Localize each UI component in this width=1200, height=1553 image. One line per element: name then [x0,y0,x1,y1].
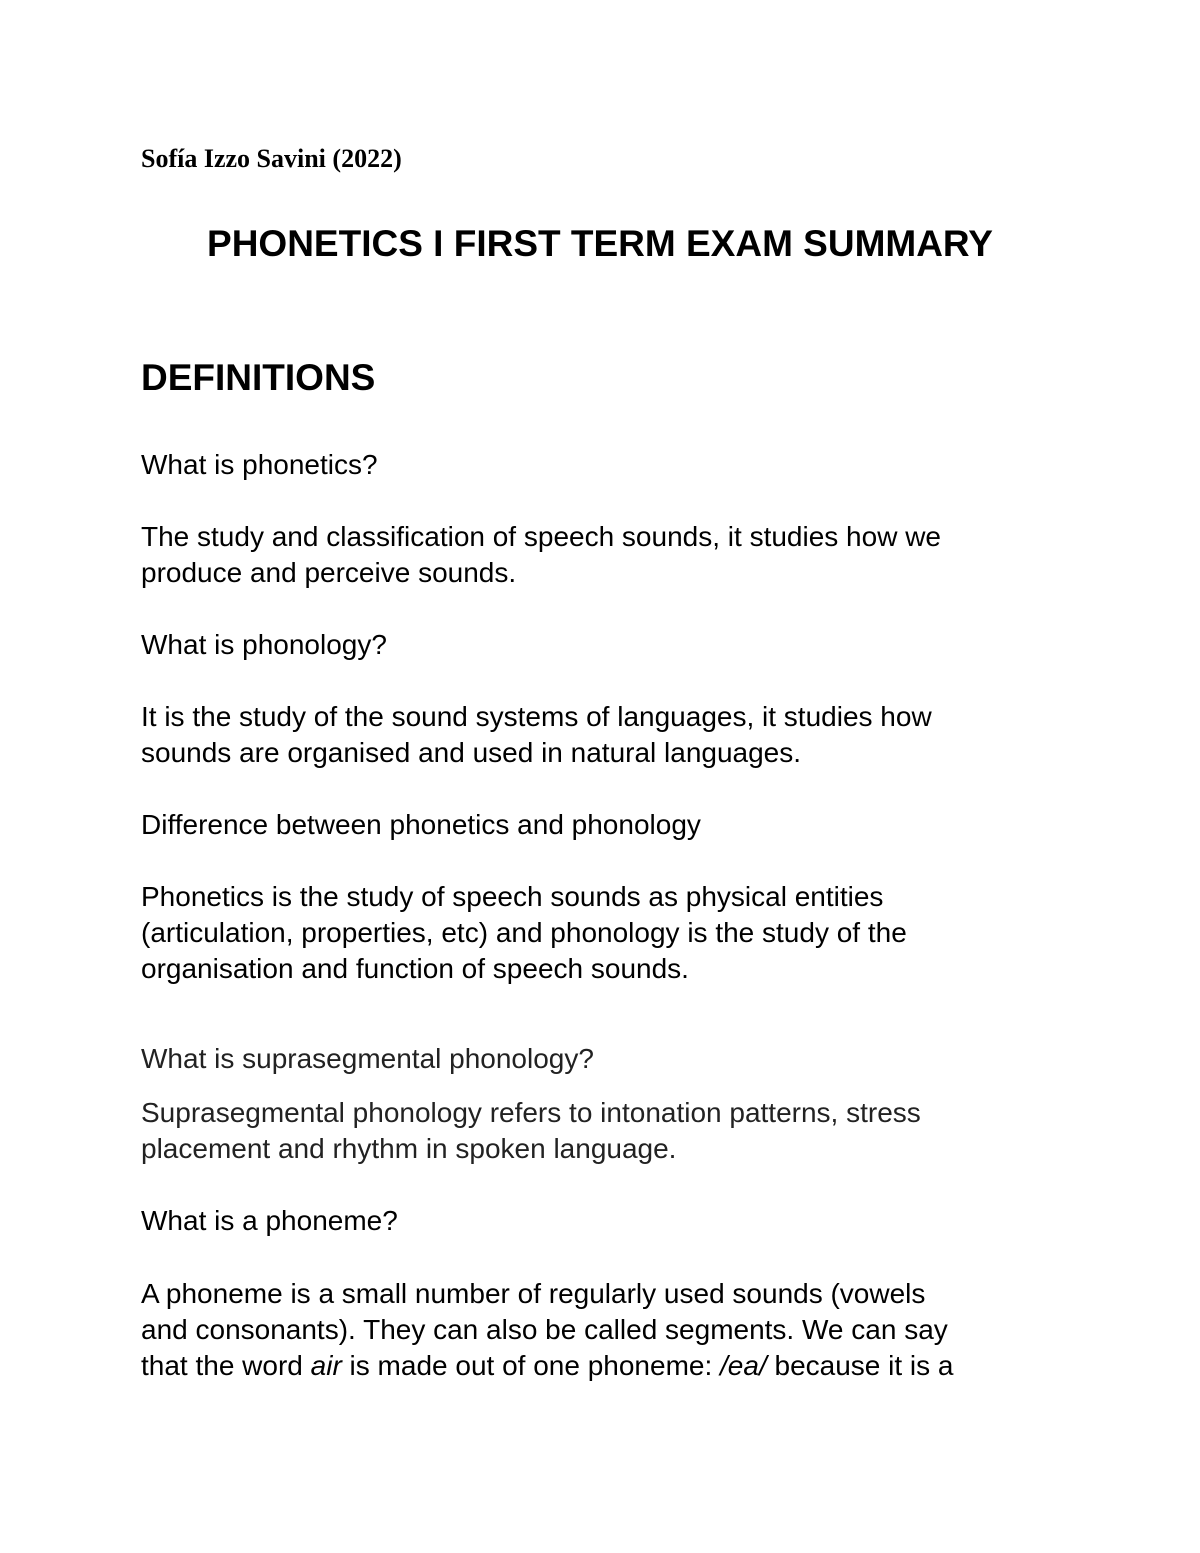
answer-line: (articulation, properties, etc) and phonology is the study of the [141,917,907,948]
answer-line: It is the study of the sound systems of languages, it studies how [141,701,932,732]
question-phonology: What is phonology? [141,629,387,660]
text-run: because it is a [766,1350,954,1381]
italic-phoneme-ea: /ea/ [720,1350,767,1381]
answer-phonetics [141,519,1101,591]
answer-line: and consonants). They can also be called segments. We can say [141,1314,948,1345]
answer-line: A phoneme is a small number of regularly used sounds (vowels [141,1278,926,1309]
answer-line [141,1348,1101,1384]
question-phoneme: What is a phoneme? [141,1205,398,1236]
italic-term-air: air [310,1350,342,1381]
answer-suprasegmental [141,1095,1101,1167]
answer-line: produce and perceive sounds. [141,557,517,588]
answer-line: placement and rhythm in spoken language. [141,1133,677,1164]
section-heading-definitions: DEFINITIONS [141,357,376,398]
answer-line: sounds are organised and used in natural languages. [141,737,802,768]
answer-phoneme [141,1276,1101,1384]
document-title: PHONETICS I FIRST TERM EXAM SUMMARY [207,223,993,264]
answer-line: Suprasegmental phonology refers to intonation patterns, stress [141,1097,921,1128]
answer-line: Phonetics is the study of speech sounds as physical entities [141,881,884,912]
answer-line: The study and classification of speech sounds, it studies how we [141,521,941,552]
answer-line: organisation and function of speech sounds. [141,953,689,984]
answer-difference [141,879,1101,987]
text-run: that the word [141,1350,311,1381]
question-phonetics: What is phonetics? [141,449,378,480]
question-difference: Difference between phonetics and phonology [141,809,701,840]
answer-phonology [141,699,1101,771]
question-suprasegmental: What is suprasegmental phonology? [141,1043,594,1074]
text-run: is made out of one phoneme: [341,1350,721,1381]
author-line: Sofía Izzo Savini (2022) [141,144,402,173]
